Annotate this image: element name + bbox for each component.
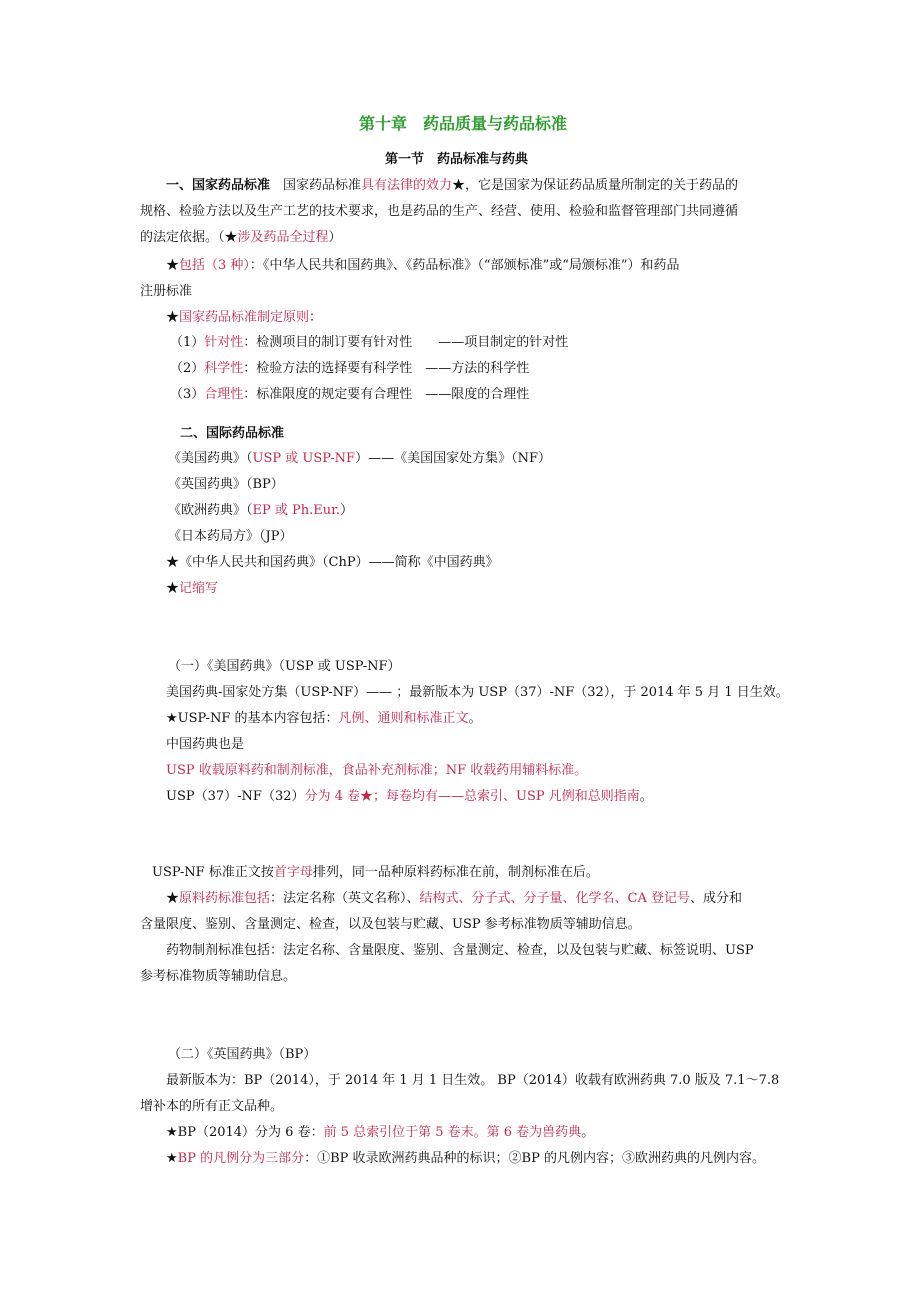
uspnf-line4: 药物制剂标准包括：法定名称、含量限度、鉴别、含量测定、检查，以及包装与贮藏、标签说明、USP	[166, 943, 754, 958]
highlight: EP 或 Ph.Eur.	[252, 503, 341, 518]
star: ★	[166, 1151, 178, 1166]
highlight: 原料药标准包括	[179, 891, 271, 906]
highlight: 包括（3 种）	[179, 258, 250, 273]
para-includes-line2: 注册标准	[140, 284, 193, 299]
highlight: 记缩写	[179, 581, 219, 596]
text: 国家药品标准	[270, 178, 362, 193]
text: 《美国药典》（	[168, 451, 253, 466]
bp-line2: 增补本的所有正文品种。	[140, 1099, 284, 1114]
bp-line1: 最新版本为：BP（2014），于 2014 年 1 月 1 日生效。 BP（2014）收载有欧洲药典 7.0 版及 7.1～7.8	[166, 1073, 780, 1088]
highlight: 国家药品标准制定原则	[179, 310, 310, 325]
highlight: 凡例、通则和标准正文	[338, 711, 469, 726]
para-national-standard-line2: 规格、检验方法以及生产工艺的技术要求，也是药品的生产、经营、使用、检验和监督管理部门共同遵循	[140, 204, 739, 219]
text: 排列，同一品种原料药标准在前，制剂标准在后。	[312, 865, 599, 880]
highlight: 前 5 总索引位于第 5 卷末。第 6 卷为兽药典	[323, 1125, 582, 1140]
principle-item	[170, 360, 529, 378]
uspnf-line1	[152, 864, 599, 882]
text: ：	[309, 310, 323, 325]
text: 。	[639, 789, 653, 804]
highlight: 合理性	[204, 387, 244, 402]
uspnf-line3: 含量限度、鉴别、含量测定、检查，以及包装与贮藏、USP 参考标准物质等辅助信息。	[140, 917, 641, 932]
text: 。	[468, 711, 482, 726]
text: ：检验方法的选择要有科学性 ——方法的科学性	[243, 361, 530, 376]
star: ★	[166, 258, 180, 273]
para-national-standard-line1	[166, 177, 738, 195]
text: ：①BP 收录欧洲药典品种的标识；②BP 的凡例内容；③欧洲药典的凡例内容。	[304, 1151, 765, 1166]
usp-line1: 美国药典-国家处方集（USP-NF）—— ；最新版本为 USP（37）-NF（32），于 2014 年 5 月 1 日生效。	[166, 685, 789, 700]
uspnf-line5: 参考标准物质等辅助信息。	[140, 969, 297, 984]
text: ）——《美国国家处方集》（NF）	[355, 451, 551, 466]
bp-line3	[166, 1124, 594, 1142]
highlight: BP 的凡例分为三部分	[177, 1151, 305, 1166]
text: 、成分和	[690, 891, 743, 906]
num: （1）	[170, 335, 205, 350]
para-includes-line1	[166, 257, 680, 275]
section-title: 第一节 药品标准与药典	[385, 152, 529, 167]
uspnf-line2	[166, 890, 742, 908]
highlight: 具有法律的效力	[361, 178, 453, 193]
star: ★	[166, 891, 180, 906]
num: （2）	[170, 361, 205, 376]
bp-line4	[166, 1150, 765, 1168]
text: ：《中华人民共和国药典》、《药品标准》（“部颁标准”或“局颁标准”）和药品	[249, 258, 680, 273]
text: ★BP（2014）分为 6 卷：	[166, 1125, 324, 1140]
text: ：检测项目的制订要有针对性 ——项目制定的针对性	[243, 335, 569, 350]
highlight: 结构式、分子式、分子量、化学名、CA 登记号	[419, 891, 691, 906]
highlight: USP 或 USP-NF	[252, 451, 356, 466]
text: USP-NF 标准正文按	[152, 865, 274, 880]
text: ★USP-NF 的基本内容包括：	[166, 711, 339, 726]
intl-usp	[168, 450, 551, 468]
text: ★，它是国家为保证药品质量所制定的关于药品的	[452, 178, 739, 193]
highlight: 分为 4 卷★；每卷均有——总索引、USP 凡例和总则指南	[304, 789, 640, 804]
bp-heading: （二）《英国药典》（BP）	[168, 1047, 317, 1062]
usp-line3: 中国药典也是	[166, 737, 245, 752]
highlight: 针对性	[204, 335, 244, 350]
heading-international-standard: 二、国际药品标准	[180, 426, 285, 441]
principle-item	[170, 334, 568, 352]
text: 《欧洲药典》（	[168, 503, 253, 518]
star: ★	[166, 310, 180, 325]
intl-memorize	[166, 580, 218, 598]
text: 。	[581, 1125, 595, 1140]
text: 的法定依据。（★	[140, 230, 238, 245]
chapter-title: 第十章 药品质量与药品标准	[359, 114, 568, 133]
highlight: 涉及药品全过程	[237, 230, 329, 245]
intl-ep	[168, 502, 353, 520]
intl-bp: 《英国药典》（BP）	[168, 477, 284, 492]
usp-line4: USP 收载原料药和制剂标准，食品补充剂标准；NF 收载药用辅料标准。	[166, 763, 588, 778]
usp-line2	[166, 710, 482, 728]
para-national-standard-line3	[140, 229, 342, 247]
text: ）	[340, 503, 354, 518]
highlight: 首字母	[273, 865, 313, 880]
highlight: 科学性	[204, 361, 244, 376]
intl-jp: 《日本药局方》（JP）	[168, 529, 293, 544]
star: ★	[166, 581, 180, 596]
num: （3）	[170, 387, 205, 402]
text: ：标准限度的规定要有合理性 ——限度的合理性	[243, 387, 530, 402]
usp-heading: （一）《美国药典》（USP 或 USP-NF）	[168, 659, 401, 674]
text: ）	[328, 230, 342, 245]
para-principles-head	[166, 309, 322, 327]
principle-item	[170, 386, 529, 404]
text: USP（37）-NF（32）	[166, 789, 305, 804]
intl-chp: ★《中华人民共和国药典》（ChP）——简称《中国药典》	[166, 555, 499, 570]
usp-line5	[166, 788, 653, 806]
text: ：法定名称（英文名称）、	[270, 891, 420, 906]
heading-national-standard: 一、国家药品标准	[166, 178, 271, 193]
